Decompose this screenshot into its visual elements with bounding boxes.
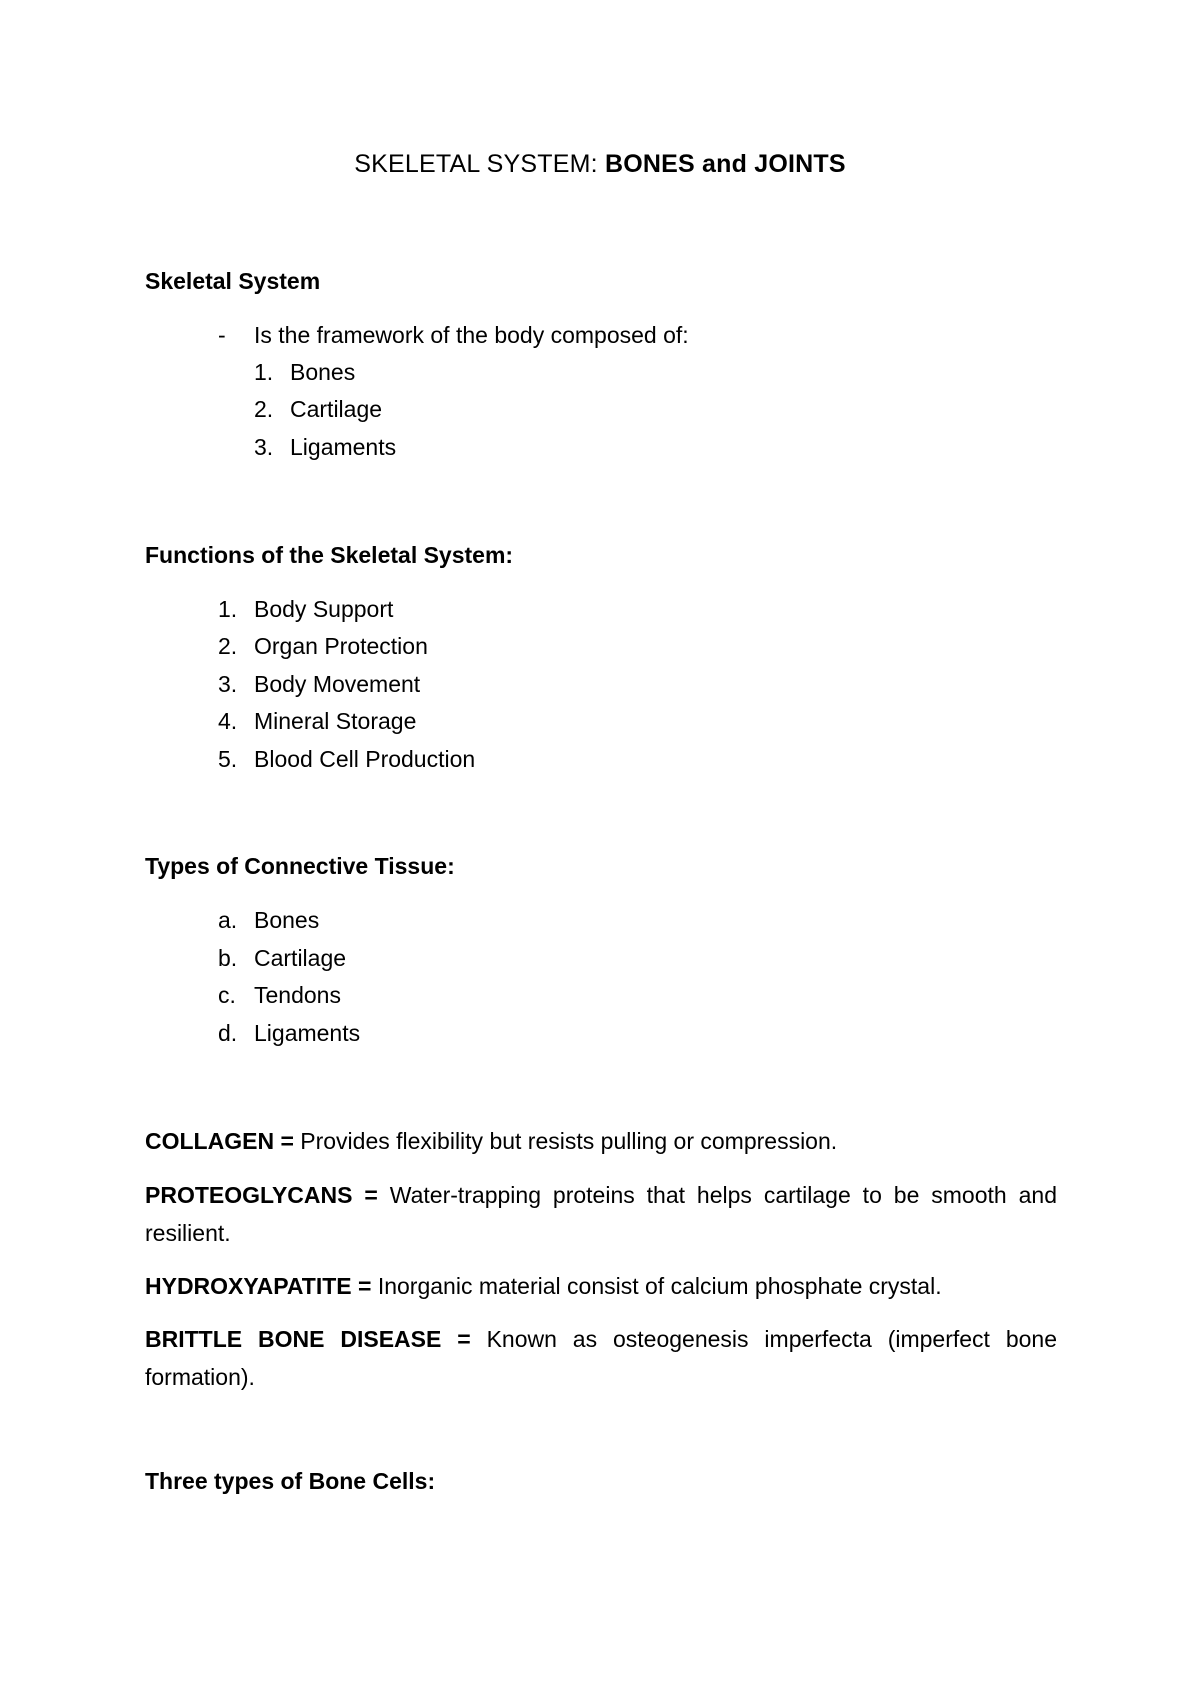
skeletal-system-heading: Skeletal System [145,268,321,294]
list-text: Tendons [254,982,341,1008]
page-title [0,150,1200,179]
list-marker: a. [218,907,238,933]
definition-term: BRITTLE BONE DISEASE = [145,1326,471,1352]
list-marker: 1. [218,596,238,622]
list-marker: 2. [254,396,274,422]
definition-text: Known as osteogenesis imperfecta (imperfect bone formation). [145,1326,1058,1390]
list-text: Body Movement [254,671,421,697]
definition-text: Water-trapping proteins that helps cartilage to be smooth and resilient. [145,1182,1057,1246]
list-text: Bones [290,359,356,385]
list-text: Body Support [254,596,394,622]
list-item [218,633,428,660]
bone-cells-heading: Three types of Bone Cells: [145,1468,436,1494]
list-item [218,982,341,1009]
list-text: Cartilage [290,396,383,422]
definition-text: Provides flexibility but resists pulling or compression. [300,1128,838,1154]
list-item [254,359,355,386]
title-part-2: BONES and JOINTS [604,150,846,178]
list-marker: 3. [218,671,238,697]
definition-proteoglycans [145,1176,1057,1252]
list-text: Ligaments [290,434,397,460]
definition-term: PROTEOGLYCANS = [145,1182,378,1208]
list-text: Organ Protection [254,633,428,659]
list-item [218,596,393,623]
list-item [218,671,420,698]
list-item [254,434,396,461]
list-text: Bones [254,907,320,933]
dash-text: Is the framework of the body composed of: [254,322,689,348]
list-marker: d. [218,1020,238,1046]
list-item [218,945,346,972]
list-marker: 1. [254,359,274,385]
dash-list-item [218,322,689,349]
list-item [218,708,416,735]
definition-collagen [145,1122,1057,1160]
list-text: Cartilage [254,945,347,971]
list-marker: b. [218,945,238,971]
list-marker: 2. [218,633,238,659]
definition-brittle-bone-disease [145,1320,1057,1396]
list-text: Blood Cell Production [254,746,476,772]
list-item [218,746,475,773]
functions-heading: Functions of the Skeletal System: [145,542,514,568]
list-marker: 3. [254,434,274,460]
list-marker: 5. [218,746,238,772]
definition-text: Inorganic material consist of calcium phosphate crystal. [377,1273,942,1299]
list-item [218,907,319,934]
list-marker: 4. [218,708,238,734]
definition-term: HYDROXYAPATITE = [145,1273,372,1299]
definition-hydroxyapatite [145,1267,1057,1305]
definition-term: COLLAGEN = [145,1128,294,1154]
title-part-1: SKELETAL SYSTEM: [354,150,598,178]
list-text: Ligaments [254,1020,361,1046]
connective-tissue-heading: Types of Connective Tissue: [145,853,455,879]
list-text: Mineral Storage [254,708,417,734]
list-item [218,1020,360,1047]
list-marker: c. [218,982,236,1008]
list-item [254,396,382,423]
dash-marker: - [218,322,226,348]
